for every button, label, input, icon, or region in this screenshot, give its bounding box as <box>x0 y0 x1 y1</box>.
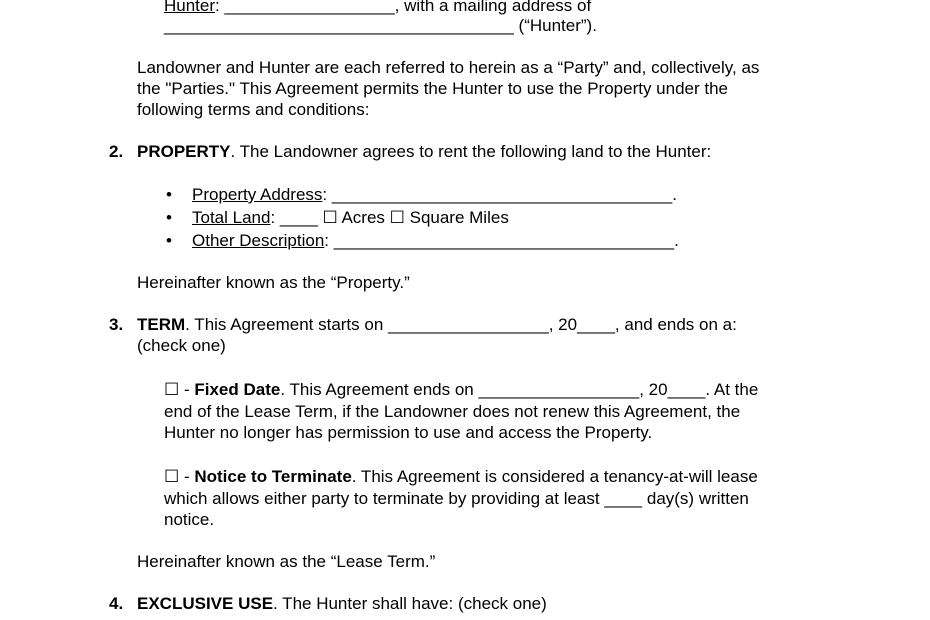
bullet-1-rest: : ____________________________________. <box>322 185 677 204</box>
section-3-line-1: . This Agreement starts on _________________, 20____, and ends on a: <box>185 315 737 334</box>
bullet-2-label: Total Land <box>192 208 271 227</box>
section-2-heading-line <box>137 141 711 162</box>
section-3-heading: TERM <box>137 315 186 334</box>
notice-checkbox[interactable]: ☐ - <box>164 467 195 486</box>
fixed-date-checkbox[interactable]: ☐ - <box>164 380 195 399</box>
section-4-number <box>109 593 123 614</box>
section-4-heading-line <box>137 593 547 614</box>
section-4-text: . The Hunter shall have: (check one) <box>273 594 547 613</box>
fixed-date-label: Fixed Date <box>194 380 281 399</box>
section-4-heading: EXCLUSIVE USE <box>137 594 274 613</box>
notice-line-2: which allows either party to terminate by providing at least ____ day(s) written <box>164 489 749 508</box>
section-2-number <box>109 141 123 162</box>
section-3-heading-line <box>137 314 737 335</box>
notice-line-3: notice. <box>164 510 215 529</box>
bullet-property-address <box>192 184 677 205</box>
section-2-heading: PROPERTY <box>137 142 231 161</box>
bullet-2-rest: : ____ ☐ Acres ☐ Square Miles <box>270 208 509 227</box>
hunter-label: Hunter <box>164 0 216 15</box>
bullet-3-label: Other Description <box>192 231 325 250</box>
section-2-text: . The Landowner agrees to rent the following land to the Hunter: <box>230 142 712 161</box>
section-3-line-2: (check one) <box>137 336 226 355</box>
hunter-line-2: _____________________________________ (“Hunter”). <box>164 16 597 35</box>
bullet-2-marker: • <box>166 208 172 227</box>
notice-label: Notice to Terminate <box>194 467 352 486</box>
hunter-line-1 <box>164 0 591 16</box>
fixed-date-line-1: . This Agreement ends on _________________, 20____. At the <box>280 380 759 399</box>
bullet-1-label: Property Address <box>192 185 323 204</box>
hunter-line-1-rest: : __________________, with a mailing address of <box>215 0 592 15</box>
fixed-date-line-2: end of the Lease Term, if the Landowner does not renew this Agreement, the <box>164 402 741 421</box>
section-3-number <box>109 314 123 335</box>
bullet-3-rest: : ____________________________________. <box>324 231 679 250</box>
section-3-number-text: 3. <box>109 315 124 334</box>
bullet-other-description <box>192 230 679 251</box>
notice-line-1: . This Agreement is considered a tenancy-at-will lease <box>351 467 758 486</box>
fixed-date-line-3: Hunter no longer has permission to use and access the Property. <box>164 423 653 442</box>
bullet-3-marker: • <box>166 231 172 250</box>
bullet-1-marker: • <box>166 185 172 204</box>
fixed-date-option <box>164 379 758 400</box>
section-2-number-text: 2. <box>109 142 124 161</box>
parties-line-2: the "Parties." This Agreement permits the Hunter to use the Property under the <box>137 79 729 98</box>
parties-line-1: Landowner and Hunter are each referred to herein as a “Party” and, collectively, as <box>137 58 760 77</box>
section-4-number-text: 4. <box>109 594 124 613</box>
parties-line-3: following terms and conditions: <box>137 100 370 119</box>
property-hereinafter: Hereinafter known as the “Property.” <box>137 273 410 292</box>
lease-term-hereinafter: Hereinafter known as the “Lease Term.” <box>137 552 436 571</box>
notice-option <box>164 466 758 487</box>
bullet-total-land <box>192 207 509 228</box>
